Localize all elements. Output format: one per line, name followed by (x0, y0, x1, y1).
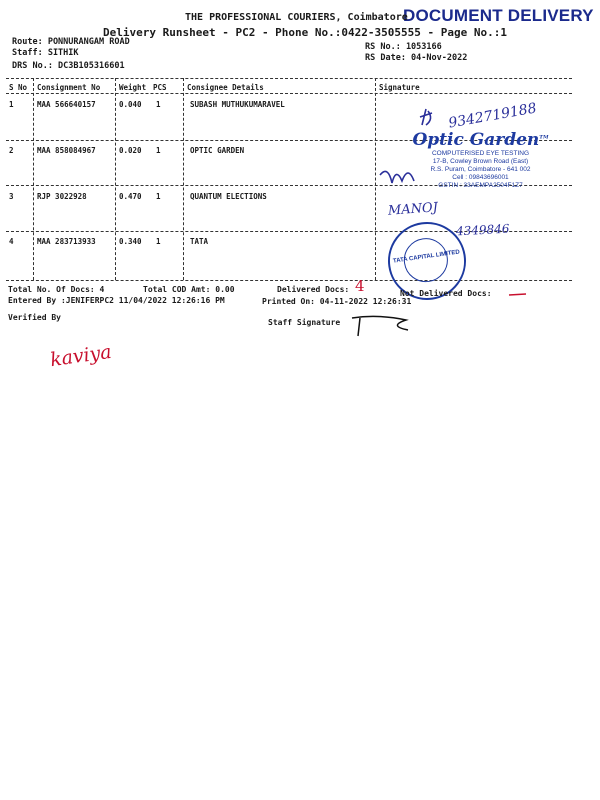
row-consignee: OPTIC GARDEN (190, 146, 245, 155)
stamp-line: 17-B, Cowley Brown Road (East) (432, 158, 529, 165)
stamp-line: GSTIN : 33AEMPA2504F1Z7 (438, 182, 523, 189)
table-top-rule (6, 78, 572, 79)
row-consignment: MAA 858084967 (37, 146, 96, 155)
not-delivered-docs: Not Delivered Docs: (400, 289, 492, 298)
row-sno: 3 (9, 192, 14, 201)
total-docs: Total No. Of Docs: 4 (8, 285, 105, 294)
document-delivery-stamp: DOCUMENT DELIVERY (403, 6, 594, 25)
stamp-company-name: Optic Garden (412, 130, 540, 150)
row-consignee: QUANTUM ELECTIONS (190, 192, 267, 201)
row-weight: 0.470 (119, 192, 142, 201)
stamp-line: R.S. Puram, Coimbatore - 641 002 (430, 166, 531, 173)
red-dash-mark (508, 292, 528, 298)
rs-number: RS No.: 1053166 (365, 42, 442, 52)
total-cod: Total COD Amt: 0.00 (143, 285, 235, 294)
row-weight: 0.340 (119, 237, 142, 246)
rs-date: RS Date: 04-Nov-2022 (365, 53, 468, 63)
staff-signature-label: Staff Signature (268, 318, 341, 327)
header-pcs: PCS (153, 83, 167, 92)
route-label: Route: PONNURANGAM ROAD (12, 37, 130, 47)
header-signature: Signature (379, 83, 420, 92)
printed-on: Printed On: 04-11-2022 12:26:31 (262, 297, 412, 306)
drs-number: DRS No.: DC3B105316601 (12, 61, 125, 71)
column-divider (375, 78, 376, 280)
staff-label: Staff: SITHIK (12, 48, 79, 58)
row3-handwritten-number: 4349846 (455, 221, 510, 239)
column-divider (33, 78, 34, 280)
header-consignment: Consignment No (37, 83, 101, 92)
stamp-line: Cell : 09843696001 (452, 174, 509, 181)
row1-handwritten-phone: 9342719188 (447, 100, 538, 132)
row-sno: 1 (9, 100, 14, 109)
entered-by: Entered By :JENIFERPC2 11/04/2022 12:26:16 PM (8, 296, 225, 305)
verified-by-label: Verified By (8, 313, 61, 322)
row-pcs: 1 (156, 192, 161, 201)
row-consignment: MAA 566640157 (37, 100, 96, 109)
runsheet-title: Delivery Runsheet - PC2 - Phone No.:0422-3505555 - Page No.:1 (103, 26, 507, 39)
row3-handwritten-name: MANOJ (387, 200, 439, 219)
row-sno: 2 (9, 146, 14, 155)
row-consignee: SUBASH MUTHUKUMARAVEL (190, 100, 285, 109)
optic-garden-stamp (398, 130, 563, 210)
header-weight: Weight (119, 83, 147, 92)
trademark-mark: TM (539, 134, 549, 141)
row-consignment: MAA 283713933 (37, 237, 96, 246)
stamp-line: COMPUTERISED EYE TESTING (431, 150, 530, 157)
header-sno: S No (9, 83, 28, 92)
column-divider (183, 78, 184, 280)
stamp-text: TATA CAPITAL LIMITED (392, 249, 461, 265)
table-header-rule (6, 93, 572, 94)
row-weight: 0.020 (119, 146, 142, 155)
row-pcs: 1 (156, 146, 161, 155)
row1-signature-mark (420, 109, 432, 125)
row-consignment: RJP 3022928 (37, 192, 87, 201)
delivered-docs: Delivered Docs: (277, 285, 350, 294)
row-consignee: TATA (190, 237, 209, 246)
row-sno: 4 (9, 237, 14, 246)
row-weight: 0.040 (119, 100, 142, 109)
staff-signature-mark (348, 312, 418, 338)
company-name: THE PROFESSIONAL COURIERS, Coimbatore (185, 12, 408, 23)
row-pcs: 1 (156, 237, 161, 246)
delivered-docs-handwritten: 4 (355, 277, 365, 295)
row-pcs: 1 (156, 100, 161, 109)
column-divider (115, 78, 116, 280)
header-consignee: Consignee Details (187, 83, 264, 92)
verifier-handwritten-name: kaviya (48, 340, 113, 372)
